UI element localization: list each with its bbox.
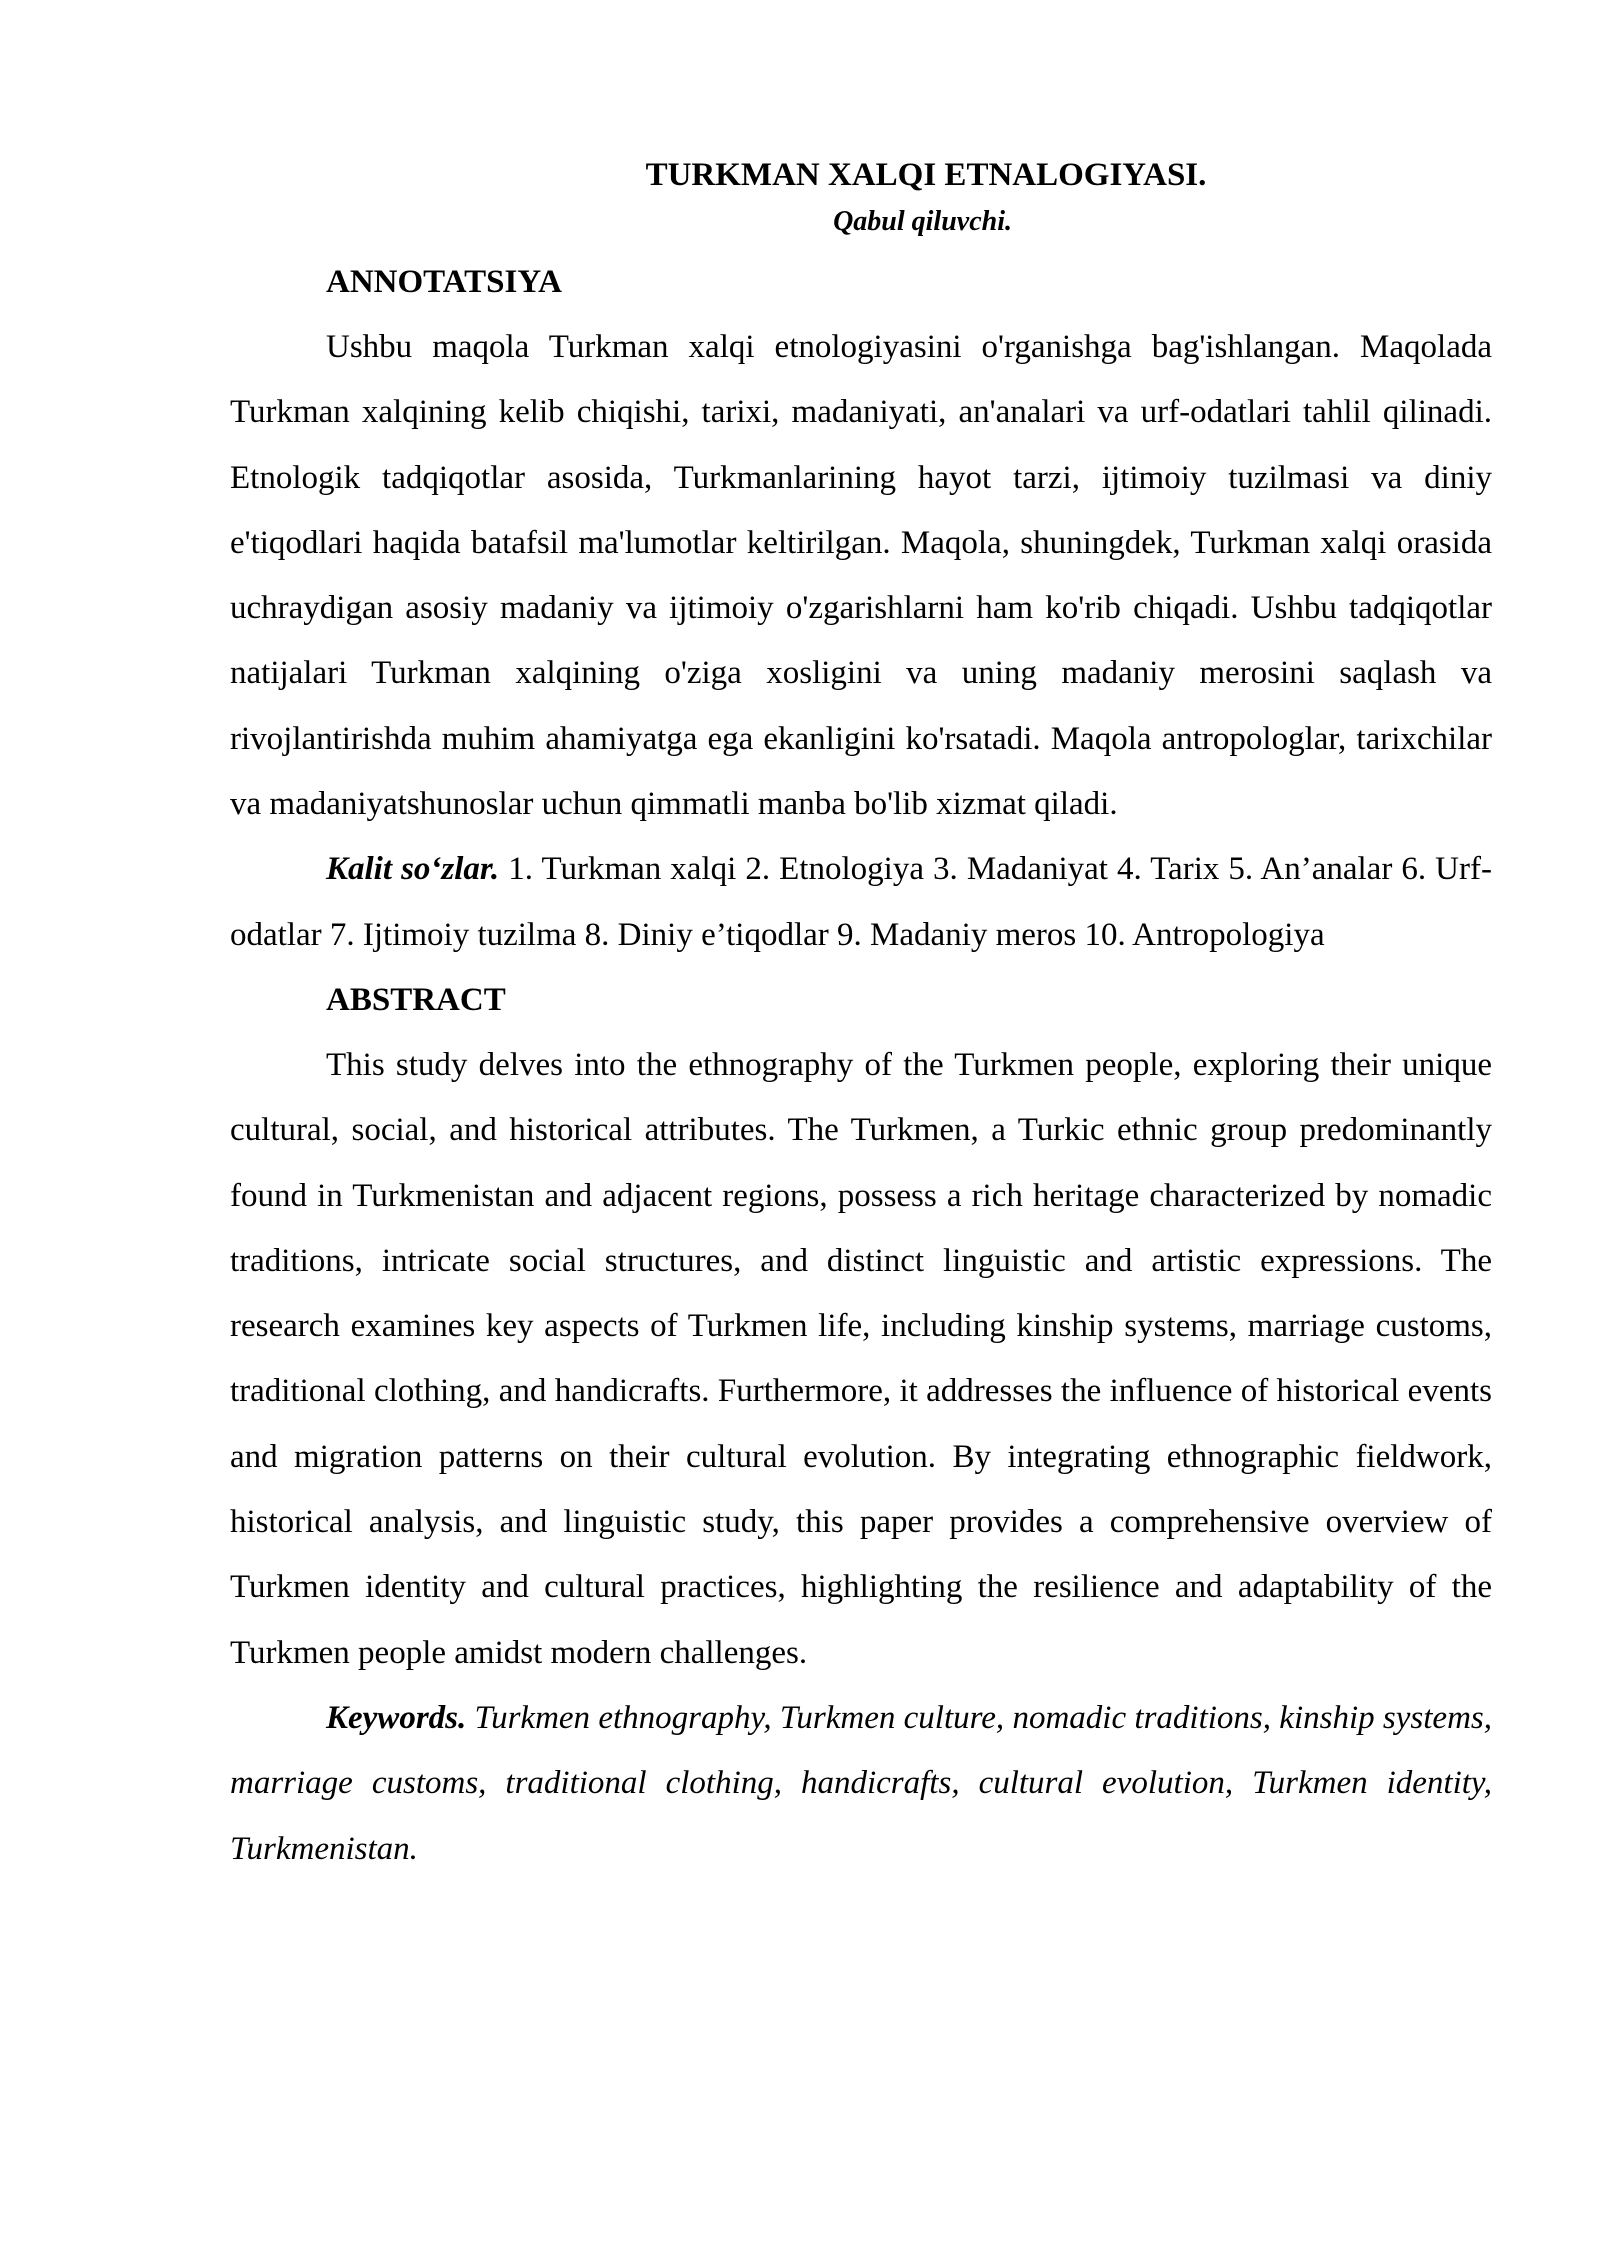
abstract-heading: ABSTRACT: [326, 981, 506, 1018]
keywords-paragraph: [230, 1686, 1492, 1882]
document-title: TURKMAN XALQI ETNALOGIYASI.: [645, 157, 1207, 193]
kalit-sozlar-label: Kalit so‘zlar.: [326, 851, 500, 888]
kalit-sozlar-text: 1. Turkman xalqi 2. Etnologiya 3. Madaniyat 4. Tarix 5. An’analar 6. Urf-odatlar 7. Ijtimoiy tuzilma 8. Diniy e’tiqodlar 9. Madaniy meros 10. Antropologiya: [230, 851, 1492, 953]
document-page: [230, 150, 1492, 1882]
keywords-text: Turkmen ethnography, Turkmen culture, nomadic traditions, kinship systems, marriage customs, traditional clothing, handicrafts, cultural evolution, Turkmen identity, Turkmenistan.: [230, 1699, 1492, 1867]
annotation-paragraph: Ushbu maqola Turkman xalqi etnologiyasini o'rganishga bag'ishlangan. Maqolada Turkman xalqining kelib chiqishi, tarixi, madaniyati, an'analari va urf-odatlari tahlil qilinadi. Etnologik tadqiqotlar asosida, Turkmanlarining hayot tarzi, ijtimoiy tuzilmasi va diniy e'tiqodlari haqida batafsil ma'lumotlar keltirilgan. Maqola, shuningdek, Turkman xalqi orasida uchraydigan asosiy madaniy va ijtimoiy o'zgarishlarni ham ko'rib chiqadi. Ushbu tadqiqotlar natijalari Turkman xalqining o'ziga xosligini va uning madaniy merosini saqlash va rivojlantirishda muhim ahamiyatga ega ekanligini ko'rsatadi. Maqola antropologlar, tarixchilar va madaniyatshunoslar uchun qimmatli manba bo'lib xizmat qiladi.: [230, 329, 1492, 823]
kalit-sozlar-paragraph: [230, 837, 1492, 968]
annotation-heading: ANNOTATSIYA: [326, 264, 562, 300]
document-subtitle: Qabul qiluvchi.: [833, 206, 1012, 237]
keywords-label: Keywords.: [326, 1699, 467, 1736]
abstract-paragraph: This study delves into the ethnography of the Turkmen people, exploring their unique cultural, social, and historical attributes. The Turkmen, a Turkic ethnic group predominantly found in Turkmenistan and adjacent regions, possess a rich heritage characterized by nomadic traditions, intricate social structures, and distinct linguistic and artistic expressions. The research examines key aspects of Turkmen life, including kinship systems, marriage customs, traditional clothing, and handicrafts. Furthermore, it addresses the influence of historical events and migration patterns on their cultural evolution. By integrating ethnographic fieldwork, historical analysis, and linguistic study, this paper provides a comprehensive overview of Turkmen identity and cultural practices, highlighting the resilience and adaptability of the Turkmen people amidst modern challenges.: [230, 1046, 1492, 1671]
